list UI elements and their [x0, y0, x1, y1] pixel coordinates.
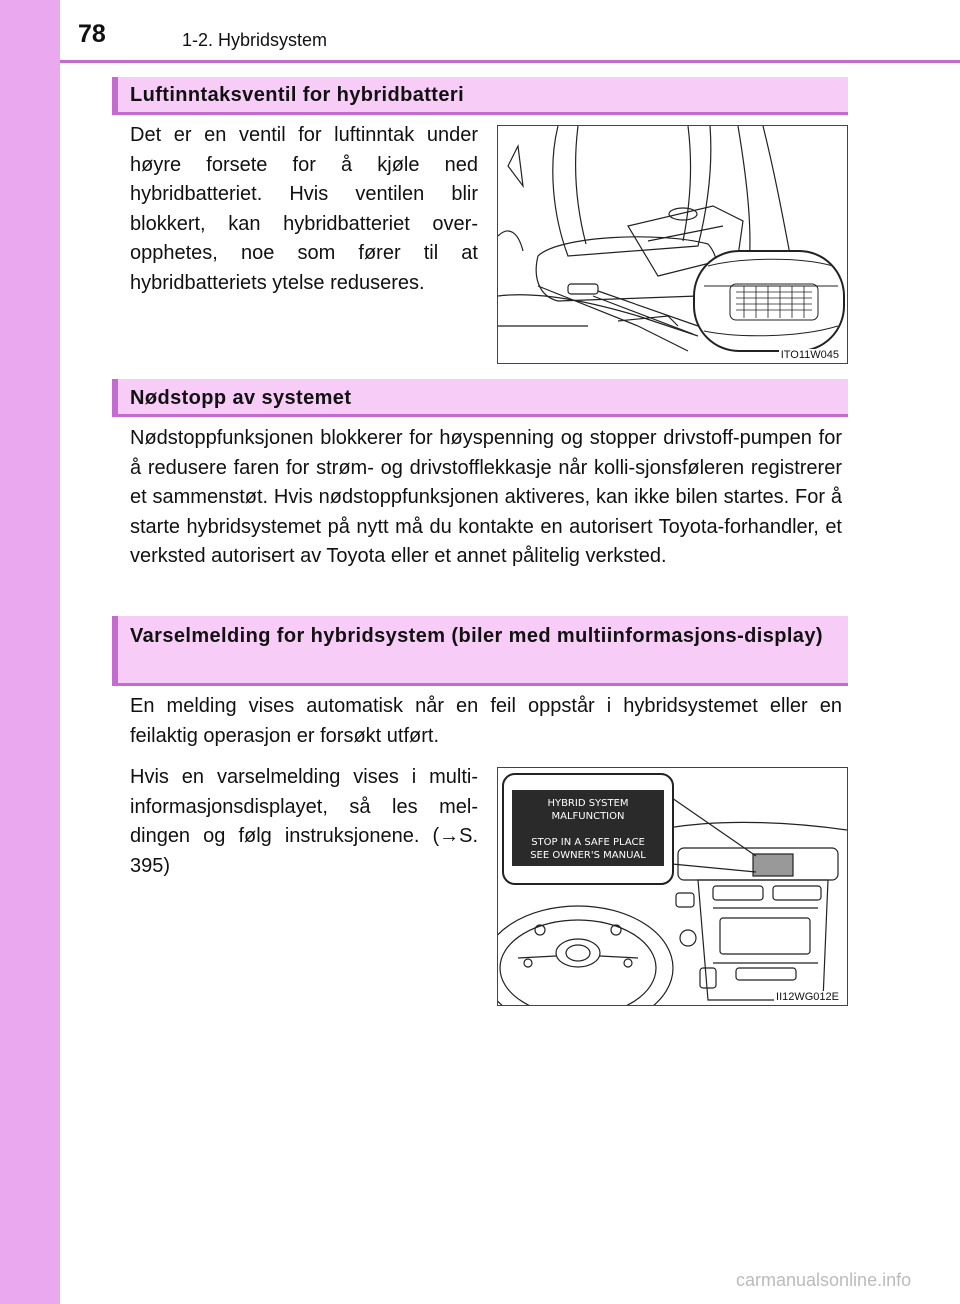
header-divider	[60, 60, 960, 63]
emergency-stop-description: Nødstoppfunksjonen blokkerer for høyspenning og stopper drivstoff-pumpen for å redusere faren for strøm- og drivstofflekkasje når kolli-sjonsføleren registrerer et sammenstøt. Hvis nødstoppfunksjonen aktiveres, kan ikke bilen startes. For å starte hybridsystemet på nytt må du kontakte en autorisert Toyota-forhandler, et verksted autorisert av Toyota eller et annet pålitelig verksted.	[130, 427, 842, 567]
display-line-2: MALFUNCTION	[551, 811, 625, 822]
warning-message-instructions: Hvis en varselmelding vises i multi-informasjonsdisplayet, så les mel-dingen og følg instruksjonene. (→S. 395)	[130, 766, 478, 877]
dashboard-display-illustration	[497, 767, 848, 1006]
section-heading-emergency-stop: Nødstopp av systemet	[112, 379, 848, 417]
warning-message-description: En melding vises automatisk når en feil oppstår i hybridsystemet eller en feilaktig operasjon er forsøkt utført.	[130, 695, 842, 747]
chapter-title: 1-2. Hybridsystem	[182, 30, 328, 50]
watermark-logo: carmanualsonline.info	[736, 1270, 912, 1290]
section-heading-warning-message: Varselmelding for hybridsystem (biler med multiinformasjons-display)	[112, 616, 848, 686]
display-line-1: HYBRID SYSTEM	[547, 798, 629, 809]
figure-code: ITO11W045	[780, 349, 839, 361]
air-intake-description: Det er en ventil for luftinntak under høyre forsete for å kjøle ned hybridbatteriet. Hvis ventilen blir blokkert, kan hybridbatteriet over-opphetes, noe som fører til at hybridbatteriets ytelse reduseres.	[130, 124, 478, 294]
page-number: 78	[78, 20, 106, 48]
figure-code: II12WG012E	[776, 991, 839, 1003]
section-heading-air-intake: Luftinntaksventil for hybridbatteri	[112, 77, 848, 115]
display-line-4: SEE OWNER'S MANUAL	[530, 850, 646, 861]
seat-vent-drawing	[498, 126, 847, 363]
display-line-3: STOP IN A SAFE PLACE	[531, 837, 645, 848]
side-tab-bar	[0, 0, 60, 1304]
dashboard-drawing	[498, 768, 847, 1005]
seat-vent-illustration	[497, 125, 848, 364]
